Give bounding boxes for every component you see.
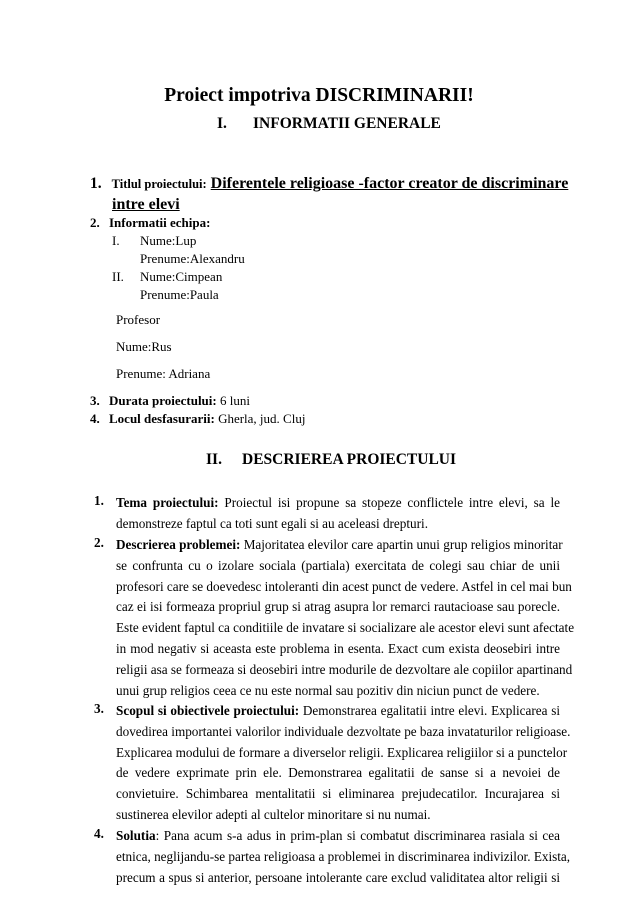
desc-line: de vedere exprimate prin ele. Demonstrarea egalitatii de sanse si a nevoiei de (116, 765, 560, 781)
project-title-value-cont: intre elevi (112, 196, 180, 213)
desc-lead: Tema proiectului: (116, 495, 219, 510)
desc-line (116, 535, 563, 556)
project-title-label: Titlul proiectului: (111, 177, 207, 191)
profesor-label: Profesor (116, 312, 161, 327)
page-title: Proiect impotriva DISCRIMINARII! (164, 85, 474, 106)
desc-line: unui grup religios ceea ce nu este normal sau pozitiv din niciun punct de vedere. (116, 682, 540, 698)
project-title-item (90, 175, 568, 193)
section-number: I. (217, 115, 227, 132)
member-2-nume: Nume:Cimpean (140, 269, 223, 284)
section-title: DESCRIEREA PROIECTULUI (242, 451, 457, 468)
desc-line: profesori care se doevedesc intoleranti din acest punct de vedere. Astfel in cel mai bun (116, 578, 572, 594)
desc-lead: Descrierea problemei: (116, 537, 241, 552)
desc-line: caz ei isi formeaza propriul grup si atrag asupra lor remarci rautacioase sau porecle. (116, 599, 560, 615)
desc-item-number: 3. (94, 701, 104, 716)
desc-text: Demonstrarea egalitatii intre elevi. Explicarea si (302, 703, 560, 718)
desc-line: etnica, neglijandu-se partea religioasa a problemei in discriminarea indivizilor. Exista, (116, 848, 571, 864)
desc-item-number: 1. (94, 493, 104, 508)
member-2-prenume: Prenume:Paula (140, 287, 219, 302)
location-label: Locul desfasurarii: (109, 411, 215, 426)
desc-item-number: 2. (94, 535, 104, 550)
duration-value: 6 luni (219, 393, 250, 408)
member-1-nume: Nume:Lup (140, 233, 197, 248)
item-number: 4. (90, 411, 100, 426)
desc-line: convietuire. Schimbarea mentalitatii si eliminarea prejudecatilor. Incurajarea si (116, 786, 560, 802)
desc-line (116, 493, 560, 514)
location-item (90, 411, 305, 427)
profesor-prenume: Prenume: Adriana (116, 366, 211, 381)
desc-line: se confrunta cu o izolare sociala (partiala) exercitata de colegi sau chiar de unii (116, 557, 560, 573)
location-value: Gherla, jud. Cluj (218, 411, 306, 426)
project-title-value: Diferentele religioase -factor creator de discriminare (210, 175, 569, 192)
duration-item (90, 393, 250, 409)
section-heading-description (206, 451, 456, 469)
desc-text: Proiectul isi propune sa stopeze conflictele intre elevi, sa le (224, 495, 561, 510)
desc-item-number: 4. (94, 826, 104, 841)
section-number: II. (206, 451, 222, 468)
desc-lead: Solutia (116, 828, 156, 843)
desc-line (116, 701, 560, 722)
desc-line: demonstreze faptul ca toti sunt egali si au aceleasi drepturi. (116, 515, 428, 531)
desc-item-solution (116, 826, 571, 888)
desc-line: sustinerea elevilor adepti al cultelor minoritare si nu numai. (116, 806, 431, 822)
desc-text: Majoritatea elevilor care apartin unui grup religios minoritar (243, 537, 563, 552)
desc-line: Explicarea modului de formare a diverselor religii. Explicarea religiilor si a punctelor (116, 744, 568, 760)
desc-item-objectives (116, 701, 571, 826)
member-2-roman: II. (112, 269, 124, 284)
section-title: INFORMATII GENERALE (253, 115, 441, 132)
item-number: 1. (90, 175, 102, 192)
team-info-item (90, 215, 210, 231)
desc-line: in mod negativ si aceasta este problema in esenta. Exact cum exista deosebiri intre (116, 640, 560, 656)
member-1-prenume: Prenume:Alexandru (140, 251, 245, 266)
member-1-roman: I. (112, 233, 120, 248)
desc-line: Este evident faptul ca conditiile de invatare si socializare ale acestor elevi sunt afectate (116, 620, 575, 636)
duration-label: Durata proiectului: (109, 393, 217, 408)
desc-item-theme (116, 493, 560, 535)
desc-line (116, 826, 560, 847)
section-heading-general (217, 115, 441, 133)
desc-item-problem (116, 535, 575, 701)
desc-line: precum a spus si anterior, persoane intolerante care exclud validitatea altor religii si (116, 869, 560, 885)
item-number: 2. (90, 215, 100, 230)
desc-text: : Pana acum s-a adus in prim-plan si combatut discriminarea rasiala si cea (155, 828, 560, 843)
item-number: 3. (90, 393, 100, 408)
desc-line: dovedirea importantei valorilor individuale dezvoltate pe baza invataturilor religioase. (116, 723, 571, 739)
team-info-label: Informatii echipa: (109, 215, 211, 230)
desc-line: religii asa se formeaza si deosebiri intre modurile de dezvoltare ale copiilor apartinand (116, 661, 573, 677)
profesor-nume: Nume:Rus (116, 339, 172, 354)
desc-lead: Scopul si obiectivele proiectului: (116, 703, 300, 718)
